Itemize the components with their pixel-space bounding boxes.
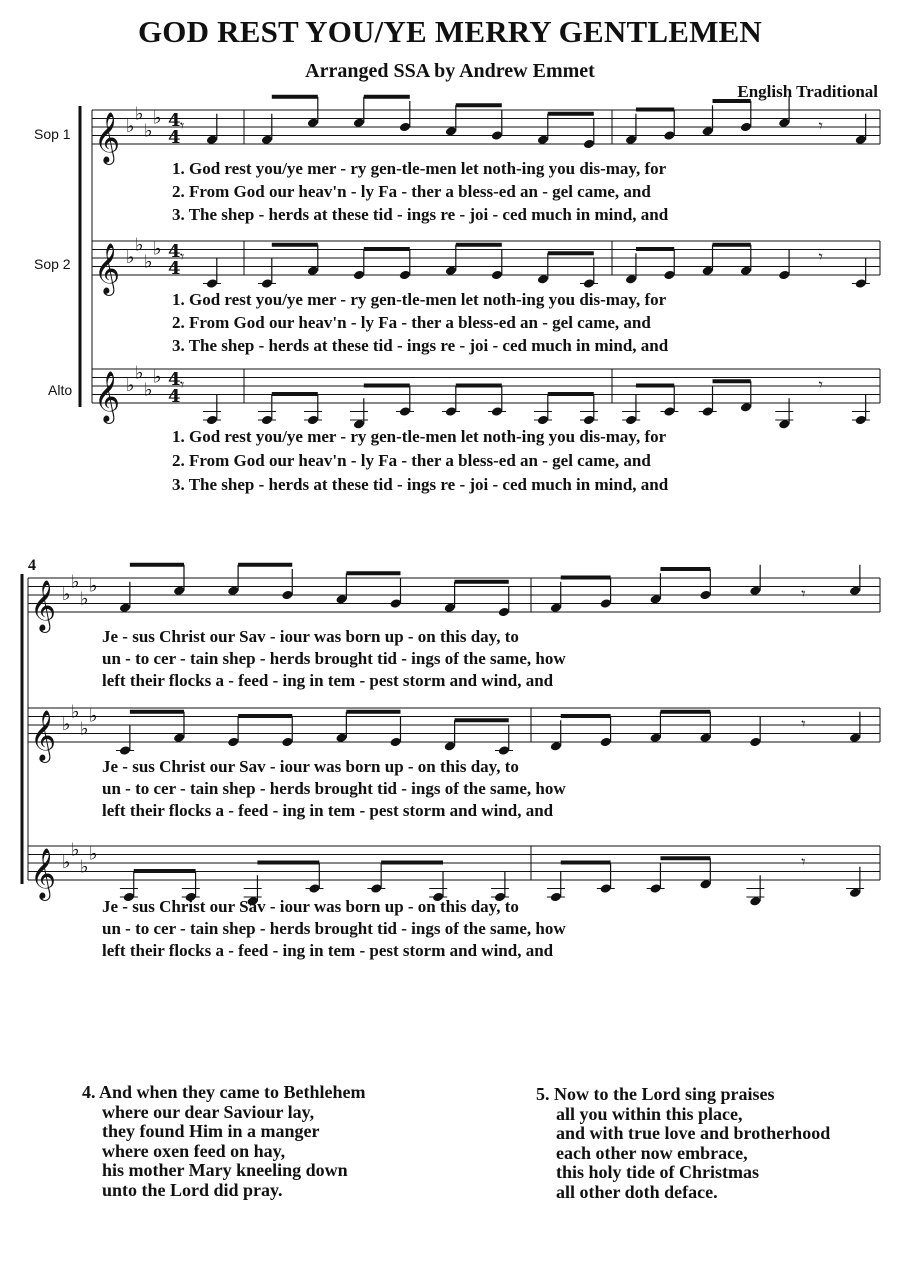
- verse-line: where our dear Saviour lay,: [102, 1101, 315, 1122]
- flat-icon: ♭: [80, 856, 89, 878]
- lyrics-s1-sop1-verse3: 3. The shep - herds at these tid - ings re - joi - ced much in mind, and: [172, 205, 669, 224]
- eighth-rest-icon: 𝄾: [818, 247, 823, 266]
- verse-5: [536, 1085, 830, 1202]
- treble-clef-icon: 𝄞: [30, 848, 57, 899]
- time-signature-bottom: 4: [168, 127, 181, 148]
- flat-icon: ♭: [135, 103, 144, 125]
- flat-icon: ♭: [153, 107, 162, 129]
- lyrics-s2-sop1-verse1: Je - sus Christ our Sav - iour was born up - on this day, to: [102, 627, 519, 646]
- flat-icon: ♭: [89, 705, 98, 727]
- treble-clef-icon: 𝄞: [94, 371, 121, 422]
- eighth-rest-icon: 𝄾: [818, 116, 823, 135]
- verse-line: And when they came to Bethlehem: [99, 1082, 366, 1102]
- flat-icon: ♭: [126, 375, 135, 396]
- eighth-rest-icon: 𝄾: [801, 714, 806, 733]
- verse-number: 4.: [82, 1082, 96, 1102]
- time-signature-bottom: 4: [168, 258, 181, 279]
- flat-icon: ♭: [71, 839, 80, 861]
- flat-icon: ♭: [126, 247, 135, 268]
- time-signature-bottom: 4: [168, 386, 181, 407]
- lyrics-s1-sop1-verse1: 1. God rest you/ye mer - ry gen-tle-men let noth-ing you dis-may, for: [172, 159, 667, 178]
- lyrics-s2-alto-verse1: Je - sus Christ our Sav - iour was born up - on this day, to: [102, 897, 519, 916]
- flat-icon: ♭: [153, 238, 162, 260]
- flat-icon: ♭: [144, 379, 153, 401]
- flat-icon: ♭: [71, 701, 80, 723]
- flat-icon: ♭: [153, 366, 162, 388]
- treble-clef-icon: 𝄞: [94, 243, 121, 294]
- lyrics-s1-sop2-verse1: 1. God rest you/ye mer - ry gen-tle-men let noth-ing you dis-may, for: [172, 290, 667, 309]
- lyrics-s2-sop2-verse1: Je - sus Christ our Sav - iour was born up - on this day, to: [102, 757, 519, 776]
- treble-clef-icon: 𝄞: [30, 710, 57, 761]
- verse-line: all you within this place,: [556, 1103, 743, 1124]
- flat-icon: ♭: [62, 852, 71, 873]
- treble-clef-icon: 𝄞: [30, 580, 57, 631]
- measure-number: 4: [28, 557, 36, 574]
- time-signature-top: 4: [168, 369, 181, 390]
- time-signature-top: 4: [168, 110, 181, 131]
- lyrics-s2-sop2-verse3: left their flocks a - feed - ing in tem - pest storm and wind, and: [102, 801, 554, 820]
- verse-number: 5.: [536, 1084, 550, 1104]
- lyrics-s2-sop2-verse2: un - to cer - tain shep - herds brought tid - ings of the same, how: [102, 779, 566, 798]
- verse-line: and with true love and brotherhood: [556, 1123, 831, 1143]
- lyrics-s2-alto-verse3: left their flocks a - feed - ing in tem - pest storm and wind, and: [102, 941, 554, 960]
- flat-icon: ♭: [135, 234, 144, 256]
- lyrics-s1-alto-verse2: 2. From God our heav'n - ly Fa - ther a bless-ed an - gel came, and: [172, 451, 651, 470]
- lyrics-s1-sop2-verse3: 3. The shep - herds at these tid - ings re - joi - ced much in mind, and: [172, 336, 669, 355]
- eighth-rest-icon: 𝄾: [180, 116, 185, 135]
- flat-icon: ♭: [89, 843, 98, 865]
- verse-line: unto the Lord did pray.: [102, 1179, 283, 1200]
- flat-icon: ♭: [144, 120, 153, 142]
- verse-line: all other doth deface.: [556, 1181, 718, 1202]
- flat-icon: ♭: [80, 588, 89, 610]
- flat-icon: ♭: [135, 362, 144, 384]
- arranger-credit: Arranged SSA by Andrew Emmet: [305, 60, 595, 82]
- part-label-alto: Alto: [48, 382, 73, 398]
- lyrics-s2-sop1-verse3: left their flocks a - feed - ing in tem - pest storm and wind, and: [102, 671, 554, 690]
- verse-line: his mother Mary kneeling down: [102, 1160, 348, 1180]
- eighth-rest-icon: 𝄾: [180, 375, 185, 394]
- flat-icon: ♭: [71, 571, 80, 593]
- verse-line: where oxen feed on hay,: [102, 1140, 286, 1161]
- part-label-sop1: Sop 1: [34, 126, 71, 142]
- time-signature-top: 4: [168, 241, 181, 262]
- verse-line: Now to the Lord sing praises: [554, 1084, 775, 1104]
- treble-clef-icon: 𝄞: [94, 112, 121, 163]
- flat-icon: ♭: [126, 116, 135, 137]
- verse-4: [82, 1083, 366, 1200]
- verse-line: this holy tide of Christmas: [556, 1162, 760, 1182]
- flat-icon: ♭: [89, 575, 98, 597]
- lyrics-s1-alto-verse1: 1. God rest you/ye mer - ry gen-tle-men let noth-ing you dis-may, for: [172, 427, 667, 446]
- lyrics-s2-alto-verse2: un - to cer - tain shep - herds brought tid - ings of the same, how: [102, 919, 566, 938]
- flat-icon: ♭: [62, 584, 71, 605]
- verse-line: each other now embrace,: [556, 1142, 748, 1163]
- lyrics-s1-alto-verse3: 3. The shep - herds at these tid - ings re - joi - ced much in mind, and: [172, 475, 669, 494]
- composer-credit: English Traditional: [737, 82, 878, 101]
- flat-icon: ♭: [144, 251, 153, 273]
- page-title: GOD REST YOU/YE MERRY GENTLEMEN: [137, 14, 763, 49]
- part-label-sop2: Sop 2: [34, 256, 71, 272]
- eighth-rest-icon: 𝄾: [801, 584, 806, 603]
- eighth-rest-icon: 𝄾: [801, 852, 806, 871]
- lyrics-s2-sop1-verse2: un - to cer - tain shep - herds brought tid - ings of the same, how: [102, 649, 566, 668]
- lyrics-s1-sop2-verse2: 2. From God our heav'n - ly Fa - ther a bless-ed an - gel came, and: [172, 313, 651, 332]
- eighth-rest-icon: 𝄾: [818, 375, 823, 394]
- flat-icon: ♭: [80, 718, 89, 740]
- eighth-rest-icon: 𝄾: [180, 247, 185, 266]
- verse-line: they found Him in a manger: [102, 1121, 320, 1141]
- lyrics-s1-sop1-verse2: 2. From God our heav'n - ly Fa - ther a bless-ed an - gel came, and: [172, 182, 651, 201]
- flat-icon: ♭: [62, 714, 71, 735]
